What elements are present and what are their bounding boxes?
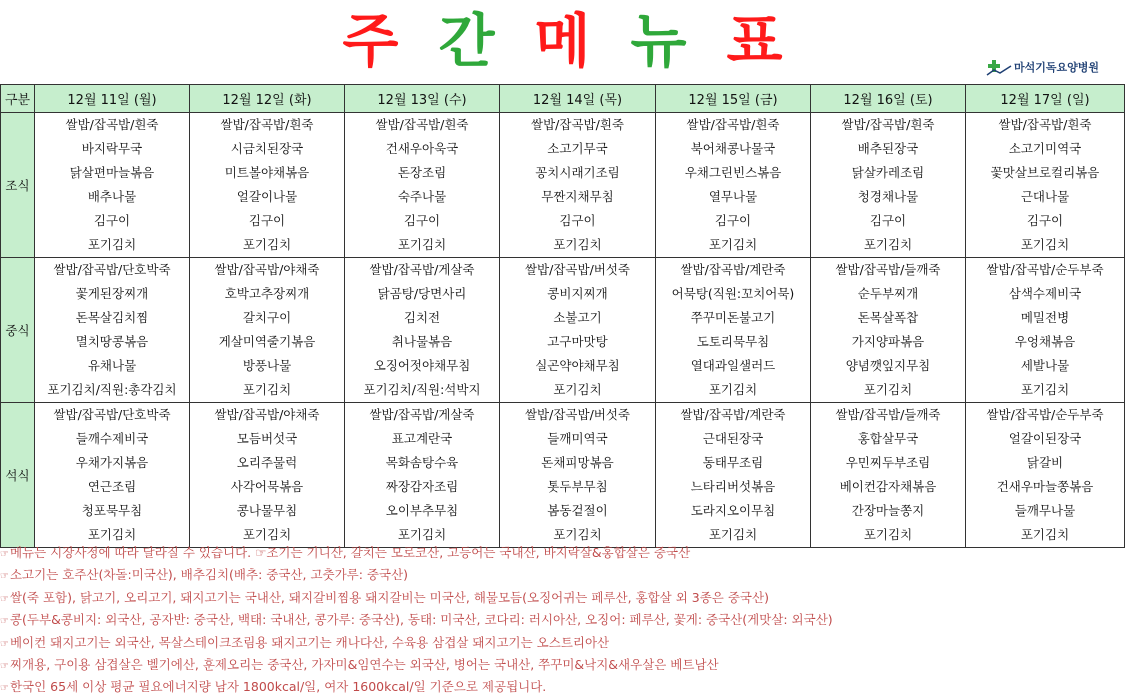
day-header: 12월 13일 (수) — [345, 85, 500, 113]
meal-cell — [35, 258, 190, 403]
meal-cell — [500, 403, 656, 548]
title-char: 표 — [726, 7, 783, 75]
day-header: 12월 17일 (일) — [966, 85, 1125, 113]
pointing-hand-icon: ☞ — [0, 661, 9, 673]
meal-cell — [966, 258, 1125, 403]
notes-section — [0, 543, 1125, 700]
menu-item: 닭살편마늘볶음 — [69, 165, 155, 180]
corner-header: 구분 — [1, 85, 35, 113]
menu-item: 포기김치 — [863, 527, 913, 542]
meal-label: 석식 — [1, 403, 35, 548]
menu-item: 닭살카레조림 — [851, 165, 925, 180]
menu-item: 포기김치 — [863, 382, 913, 397]
note-line — [0, 565, 1125, 587]
menu-item: 봄동겉절이 — [547, 503, 608, 518]
note-text: 베이컨 돼지고기는 외국산, 목살스테이크조림용 돼지고기는 캐나다산, 수육용 삼겹살 돼지고기는 오스트리아산 — [9, 634, 610, 650]
pointing-hand-icon: ☞ — [0, 593, 9, 605]
menu-item: 쌀밥/잡곡밥/흰죽 — [65, 117, 159, 132]
menu-item: 동태무조림 — [702, 455, 764, 470]
day-header: 12월 12일 (화) — [190, 85, 345, 113]
title-char: 간 — [438, 7, 495, 75]
menu-item: 쌀밥/잡곡밥/순두부죽 — [986, 407, 1104, 422]
menu-item: 사각어묵볶음 — [230, 479, 304, 494]
meal-cell — [811, 258, 966, 403]
menu-item: 쌀밥/잡곡밥/들깨죽 — [835, 407, 941, 422]
meal-cell — [35, 403, 190, 548]
menu-item: 포기김치 — [1020, 527, 1070, 542]
menu-item: 청포묵무침 — [81, 503, 143, 518]
menu-item: 콩나물무침 — [236, 503, 298, 518]
meal-cell — [656, 113, 811, 258]
menu-item: 들깨수제비국 — [75, 431, 149, 446]
menu-item: 실곤약야채무침 — [535, 358, 620, 373]
menu-item: 김치전 — [403, 310, 441, 325]
page-title — [0, 6, 1125, 76]
menu-item: 쌀밥/잡곡밥/계란죽 — [680, 407, 786, 422]
note-line — [0, 655, 1125, 677]
menu-item: 배추된장국 — [857, 141, 919, 156]
title-char: 뉴 — [630, 7, 687, 75]
menu-item: 순두부찌개 — [857, 286, 919, 301]
menu-item: 포기김치 — [708, 382, 758, 397]
menu-item: 돈채피망볶음 — [541, 455, 614, 470]
menu-item: 멸치땅콩볶음 — [75, 334, 149, 349]
menu-item: 김구이 — [869, 213, 907, 228]
menu-item: 우채그린빈스볶음 — [684, 165, 782, 180]
menu-item: 쌀밥/잡곡밥/버섯죽 — [524, 407, 631, 422]
menu-item: 쭈꾸미돈불고기 — [690, 310, 776, 325]
meal-cell — [656, 258, 811, 403]
day-header: 12월 11일 (월) — [35, 85, 190, 113]
note-text: 소고기는 호주산(차돌:미국산), 배추김치(배추: 중국산, 고춧가루: 중국산) — [9, 567, 409, 583]
menu-item: 포기김치 — [863, 237, 913, 252]
meal-cell — [500, 113, 656, 258]
menu-item: 세발나물 — [1020, 358, 1070, 373]
menu-item: 우채가지볶음 — [75, 455, 149, 470]
menu-item: 김구이 — [559, 213, 596, 228]
menu-item: 톳두부무침 — [547, 479, 608, 494]
menu-item: 호박고추장찌개 — [224, 286, 310, 301]
meal-label: 중식 — [1, 258, 35, 403]
menu-item: 얼갈이된장국 — [1008, 431, 1082, 446]
menu-item: 포기김치 — [397, 527, 447, 542]
menu-item: 포기김치 — [87, 527, 137, 542]
meal-cell — [966, 403, 1125, 548]
menu-item: 가지양파볶음 — [851, 334, 925, 349]
menu-item: 목화솜탕수육 — [385, 455, 459, 470]
menu-item: 양념깻잎지무침 — [845, 358, 931, 373]
menu-item: 갈치구이 — [242, 310, 292, 325]
day-header: 12월 14일 (목) — [500, 85, 656, 113]
meal-cell — [345, 113, 500, 258]
note-line — [0, 588, 1125, 610]
menu-item: 쌀밥/잡곡밥/흰죽 — [375, 117, 469, 132]
menu-item: 포기김치 — [708, 527, 758, 542]
menu-item: 쌀밥/잡곡밥/게살죽 — [369, 407, 475, 422]
menu-item: 포기김치 — [708, 237, 758, 252]
menu-item: 소불고기 — [553, 310, 602, 325]
pointing-hand-icon: ☞ — [0, 638, 9, 650]
menu-item: 짜장감자조림 — [385, 479, 459, 494]
menu-item: 오리주물럭 — [236, 455, 298, 470]
menu-item: 꽁치시래기조림 — [535, 165, 620, 180]
logo-text: 마석기독요양병원 — [1014, 61, 1100, 74]
menu-item: 쌀밥/잡곡밥/단호박죽 — [53, 407, 171, 422]
menu-item: 포기김치 — [553, 237, 602, 252]
header-row — [1, 85, 1125, 113]
menu-item: 우엉채볶음 — [1014, 334, 1076, 349]
menu-item: 무짠지채무침 — [541, 189, 614, 204]
menu-item: 쌀밥/잡곡밥/순두부죽 — [986, 262, 1104, 277]
meal-cell — [500, 258, 656, 403]
menu-item: 도라지오이무침 — [690, 503, 776, 518]
menu-item: 방풍나물 — [242, 358, 292, 373]
note-text: 콩(두부&콩비지: 외국산, 공자반: 중국산, 백태: 국내산, 콩가루: 중국산), 동태: 미국산, 코다리: 러시아산, 오징어: 페루산, 꽃게: 중국산(게맛살: 외국산) — [9, 612, 833, 628]
meal-cell — [190, 113, 345, 258]
menu-item: 표고계란국 — [391, 431, 453, 446]
meal-cell — [656, 403, 811, 548]
menu-item: 얼갈이나물 — [236, 189, 298, 204]
menu-item: 오징어젓야채무침 — [373, 358, 471, 373]
menu-item: 게살미역줄기볶음 — [218, 334, 316, 349]
meal-cell — [811, 403, 966, 548]
meal-row — [1, 403, 1125, 548]
title-char: 메 — [534, 7, 591, 75]
menu-item: 김구이 — [714, 213, 752, 228]
menu-item: 들깨미역국 — [547, 431, 608, 446]
meal-row — [1, 258, 1125, 403]
menu-item: 취나물볶음 — [391, 334, 453, 349]
note-line — [0, 633, 1125, 655]
menu-item: 쌀밥/잡곡밥/흰죽 — [998, 117, 1092, 132]
meal-cell — [811, 113, 966, 258]
menu-item: 간장마늘쫑지 — [851, 503, 925, 518]
menu-item: 포기김치 — [87, 237, 137, 252]
menu-item: 근대나물 — [1020, 189, 1070, 204]
menu-item: 포기김치 — [242, 527, 292, 542]
menu-item: 어묵탕(직원:꼬치어묵) — [671, 286, 795, 301]
menu-item: 시금치된장국 — [230, 141, 304, 156]
menu-item: 쌀밥/잡곡밥/야채죽 — [214, 262, 320, 277]
menu-item: 근대된장국 — [702, 431, 764, 446]
menu-item: 돈목살김치찜 — [75, 310, 149, 325]
menu-item: 김구이 — [248, 213, 286, 228]
menu-item: 쌀밥/잡곡밥/흰죽 — [841, 117, 935, 132]
note-line — [0, 543, 1125, 565]
menu-item: 베이컨감자채볶음 — [839, 479, 937, 494]
note-line — [0, 677, 1125, 699]
menu-item: 포기김치/직원:총각김치 — [47, 382, 177, 397]
menu-item: 연근조림 — [87, 479, 137, 494]
weekly-menu-table — [0, 84, 1125, 548]
pointing-hand-icon: ☞ — [0, 683, 9, 695]
menu-item: 꽃게된장찌개 — [75, 286, 149, 301]
note-text: 찌개용, 구이용 삼겹살은 벨기에산, 훈제오리는 중국산, 가자미&임연수는 외국산, 병어는 국내산, 쭈꾸미&낙지&새우살은 베트남산 — [9, 657, 719, 673]
meal-label: 조식 — [1, 113, 35, 258]
menu-item: 김구이 — [403, 213, 441, 228]
menu-body — [1, 113, 1125, 548]
menu-item: 쌀밥/잡곡밥/버섯죽 — [524, 262, 631, 277]
menu-item: 바지락무국 — [81, 141, 143, 156]
menu-item: 쌀밥/잡곡밥/계란죽 — [680, 262, 786, 277]
menu-item: 포기김치 — [553, 382, 602, 397]
menu-item: 북어채콩나물국 — [690, 141, 776, 156]
menu-item: 느타리버섯볶음 — [690, 479, 776, 494]
menu-item: 포기김치/직원:석박지 — [363, 382, 481, 397]
meal-cell — [345, 258, 500, 403]
menu-item: 쌀밥/잡곡밥/들깨죽 — [835, 262, 941, 277]
menu-item: 유채나물 — [87, 358, 137, 373]
note-text: 한국인 65세 이상 평균 필요에너지량 남자 1800kcal/일, 여자 1600kcal/일 기준으로 제공됩니다. — [9, 679, 547, 695]
menu-item: 우민찌두부조림 — [845, 455, 931, 470]
menu-item: 닭갈비 — [1026, 455, 1064, 470]
menu-item: 소고기무국 — [547, 141, 608, 156]
menu-item: 들깨무나물 — [1014, 503, 1076, 518]
menu-item: 모듬버섯국 — [236, 431, 298, 446]
day-header: 12월 15일 (금) — [656, 85, 811, 113]
menu-item: 돈장조림 — [397, 165, 447, 180]
note-line — [0, 610, 1125, 632]
note-text: 쌀(죽 포함), 닭고기, 오리고기, 돼지고기는 국내산, 돼지갈비찜용 돼지갈비는 미국산, 해물모듬(오징어귀는 페루산, 홍합살 외 3종은 중국산) — [9, 589, 769, 605]
menu-item: 포기김치 — [1020, 382, 1070, 397]
note-text: 메뉴는 시장사정에 따라 달라질 수 있습니다. ☞조기는 기니산, 갈치는 모로코산, 고등어는 국내산, 바지락살&홍합살은 중국산 — [9, 545, 691, 560]
menu-item: 미트볼야채볶음 — [224, 165, 310, 180]
menu-item: 쌀밥/잡곡밥/흰죽 — [531, 117, 624, 132]
menu-item: 닭곰탕/당면사리 — [377, 286, 467, 301]
menu-item: 고구마맛탕 — [547, 334, 608, 349]
menu-item: 포기김치 — [397, 237, 447, 252]
menu-item: 오이부추무침 — [385, 503, 459, 518]
menu-item: 청경채나물 — [857, 189, 919, 204]
pointing-hand-icon: ☞ — [0, 616, 9, 628]
meal-cell — [190, 258, 345, 403]
menu-item: 삼색수제비국 — [1008, 286, 1082, 301]
menu-item: 포기김치 — [1020, 237, 1070, 252]
menu-item: 포기김치 — [242, 382, 292, 397]
meal-row — [1, 113, 1125, 258]
hospital-cross-logo-icon — [986, 58, 1012, 76]
menu-item: 돈목살폭찹 — [857, 310, 919, 325]
menu-item: 소고기미역국 — [1008, 141, 1082, 156]
meal-cell — [966, 113, 1125, 258]
menu-item: 숙주나물 — [397, 189, 447, 204]
menu-item: 김구이 — [1026, 213, 1064, 228]
menu-item: 쌀밥/잡곡밥/흰죽 — [220, 117, 314, 132]
menu-item: 쌀밥/잡곡밥/게살죽 — [369, 262, 475, 277]
meal-cell — [345, 403, 500, 548]
menu-item: 콩비지찌개 — [547, 286, 608, 301]
menu-item: 도토리묵무침 — [696, 334, 770, 349]
pointing-hand-icon: ☞ — [0, 549, 9, 560]
meal-cell — [35, 113, 190, 258]
menu-item: 건새우아욱국 — [385, 141, 459, 156]
menu-item: 열무나물 — [708, 189, 758, 204]
menu-item: 열대과일샐러드 — [690, 358, 776, 373]
menu-item: 메밀전병 — [1020, 310, 1070, 325]
menu-item: 김구이 — [93, 213, 131, 228]
menu-item: 쌀밥/잡곡밥/흰죽 — [686, 117, 780, 132]
hospital-logo — [986, 58, 1099, 76]
title-char: 주 — [342, 7, 399, 75]
menu-item: 쌀밥/잡곡밥/단호박죽 — [53, 262, 171, 277]
pointing-hand-icon: ☞ — [0, 571, 9, 583]
menu-item: 쌀밥/잡곡밥/야채죽 — [214, 407, 320, 422]
meal-cell — [190, 403, 345, 548]
menu-item: 배추나물 — [87, 189, 137, 204]
menu-item: 꽃맛살브로컬리볶음 — [990, 165, 1100, 180]
menu-item: 건새우마늘쫑볶음 — [996, 479, 1094, 494]
day-header: 12월 16일 (토) — [811, 85, 966, 113]
menu-item: 홍합살무국 — [857, 431, 919, 446]
menu-item: 포기김치 — [553, 527, 602, 542]
menu-item: 포기김치 — [242, 237, 292, 252]
